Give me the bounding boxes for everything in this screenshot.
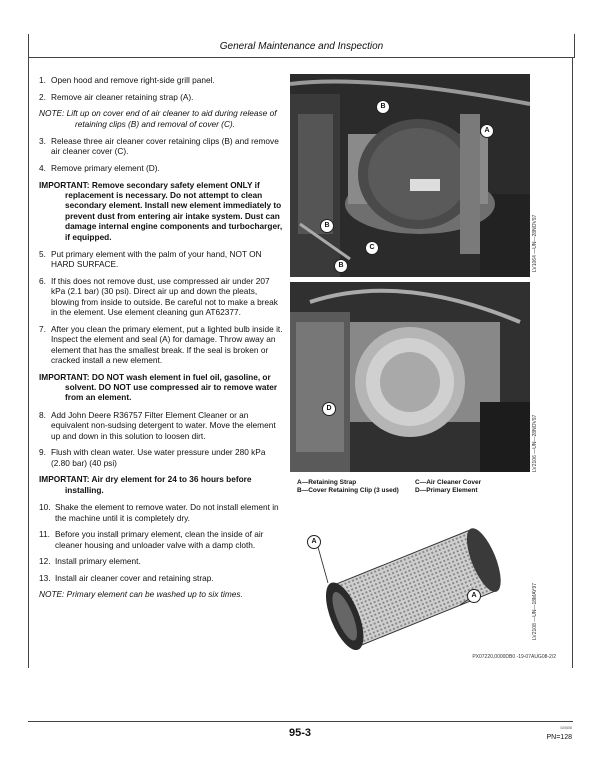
- air-cleaner-illustration: [290, 74, 530, 277]
- step-number: 1.: [39, 75, 46, 85]
- step-number: 8.: [39, 409, 46, 420]
- step-text: Put primary element with the palm of your hand, NOT ON HARD SURFACE.: [51, 249, 262, 270]
- legend-item-d: D—Primary Element: [415, 487, 478, 494]
- callout-b-bottom: B: [334, 259, 348, 273]
- note-lift-cover: NOTE: Lift up on cover end of air cleaner to aid during release of retaining clips (B) and removal of cover (C).: [39, 108, 277, 129]
- step-text: Flush with clean water. Use water pressure under 280 kPa (2.80 bar) (40 psi): [51, 447, 266, 468]
- step-item: [39, 502, 284, 523]
- page-header-title: General Maintenance and Inspection: [219, 41, 384, 52]
- step-number: 13.: [39, 572, 51, 583]
- filter-element-figure: [300, 525, 530, 650]
- step-item: [39, 75, 284, 85]
- step-item: [39, 529, 284, 550]
- air-cleaner-photo: [290, 74, 530, 277]
- step-number: 3.: [39, 136, 46, 146]
- header-frame: [28, 34, 575, 58]
- step-text: Install primary element.: [55, 556, 141, 567]
- step-item: [39, 410, 284, 441]
- step-number: 9.: [39, 447, 46, 458]
- primary-element-photo: [290, 282, 530, 472]
- step-text: If this does not remove dust, use compressed air under 207 kPa (2.1 bar) (30 psi). Direct air up and down the pleats, blowing from inside to outside. Be careful not to make a break in the element. Use element cleaning gun AT62377.: [51, 276, 278, 318]
- step-text: Shake the element to remove water. Do not install element in the machine until it is completely dry.: [55, 502, 279, 523]
- step-item: [39, 324, 284, 366]
- pn-number: PN=128: [546, 734, 572, 741]
- step-item: [39, 573, 284, 583]
- step-number: 2.: [39, 91, 46, 102]
- right-margin-rule: [572, 57, 573, 668]
- important-secondary-element: IMPORTANT: Remove secondary safety element ONLY if replacement is necessary. Do not attempt to clean secondary element. Install new element immediately to prevent dust from entering air intake system. Dust can damage internal engine components and turbocharger, if equipped.: [39, 179, 283, 242]
- primary-element-illustration: [290, 282, 530, 472]
- left-margin-rule: [28, 57, 29, 668]
- callout-d: D: [322, 402, 336, 416]
- important-do-not-wash: IMPORTANT: DO NOT wash element in fuel oil, gasoline, or solvent. DO NOT use compressed air to remove water from an element.: [39, 371, 278, 403]
- step-item: [39, 276, 284, 318]
- callout-a-seal-bottom: A: [467, 589, 481, 603]
- callout-a-seal-top: A: [307, 535, 321, 549]
- step-text: Remove primary element (D).: [51, 163, 160, 173]
- step-number: 6.: [39, 276, 46, 287]
- page-number: 95-3: [288, 727, 312, 739]
- step-item: [39, 92, 284, 102]
- step-text: Remove air cleaner retaining strap (A).: [51, 91, 194, 102]
- step-text: Release three air cleaner cover retaining clips (B) and remove air cleaner cover (C).: [51, 136, 279, 157]
- callout-b-top: B: [376, 100, 390, 114]
- step-text: Before you install primary element, clean the inside of air cleaner housing and unloader valve with a damp cloth.: [55, 529, 264, 550]
- step-item: [39, 249, 284, 270]
- figure-id-3: LV2108 —UN—18MAY97: [532, 582, 538, 640]
- step-item: [39, 447, 284, 468]
- step-text: After you clean the primary element, put a lighted bulb inside it. Inspect the element and seal (A) for damage. Throw away an element that has the smallest break. If the seal is broken or cracked install a new element.: [51, 323, 283, 366]
- footer-small-code: 020608: [560, 726, 572, 730]
- step-text: Install air cleaner cover and retaining strap.: [55, 572, 214, 583]
- step-text: Add John Deere R36757 Filter Element Cleaner or an equivalent non-sudsing detergent to water. Move the element up and down in this solution to loosen dirt.: [51, 409, 276, 441]
- important-air-dry: IMPORTANT: Air dry element for 24 to 36 hours before installing.: [39, 474, 252, 495]
- step-number: 10.: [39, 502, 51, 513]
- figure-id-1: LV1064 —UN—28NOV97: [532, 214, 538, 272]
- legend-item-b: B—Cover Retaining Clip (3 used): [297, 487, 399, 494]
- step-item: [39, 556, 284, 566]
- step-text: Open hood and remove right-side grill panel.: [51, 75, 215, 85]
- step-item: [39, 136, 284, 157]
- legend-item-a: A—Retaining Strap: [297, 479, 357, 486]
- step-item: [39, 163, 284, 173]
- step-number: 4.: [39, 163, 46, 173]
- step-number: 11.: [39, 529, 50, 540]
- callout-a: A: [480, 124, 494, 138]
- step-number: 7.: [39, 323, 46, 334]
- filter-element-illustration: [300, 525, 530, 650]
- callout-c: C: [365, 241, 379, 255]
- callout-b-left: B: [320, 219, 334, 233]
- step-number: 5.: [39, 249, 46, 260]
- legend-item-c: C—Air Cleaner Cover: [415, 479, 482, 486]
- footer-rule: [28, 721, 573, 722]
- instructions-column: [39, 75, 284, 607]
- document-code: PX07220,0000DB0 -19-07AUG08-2/2: [472, 654, 556, 660]
- step-number: 12.: [39, 556, 51, 567]
- figure-id-2: LV2106 —UN—28NOV97: [532, 414, 538, 472]
- note-wash-limit: NOTE: Primary element can be washed up to six times.: [39, 589, 243, 600]
